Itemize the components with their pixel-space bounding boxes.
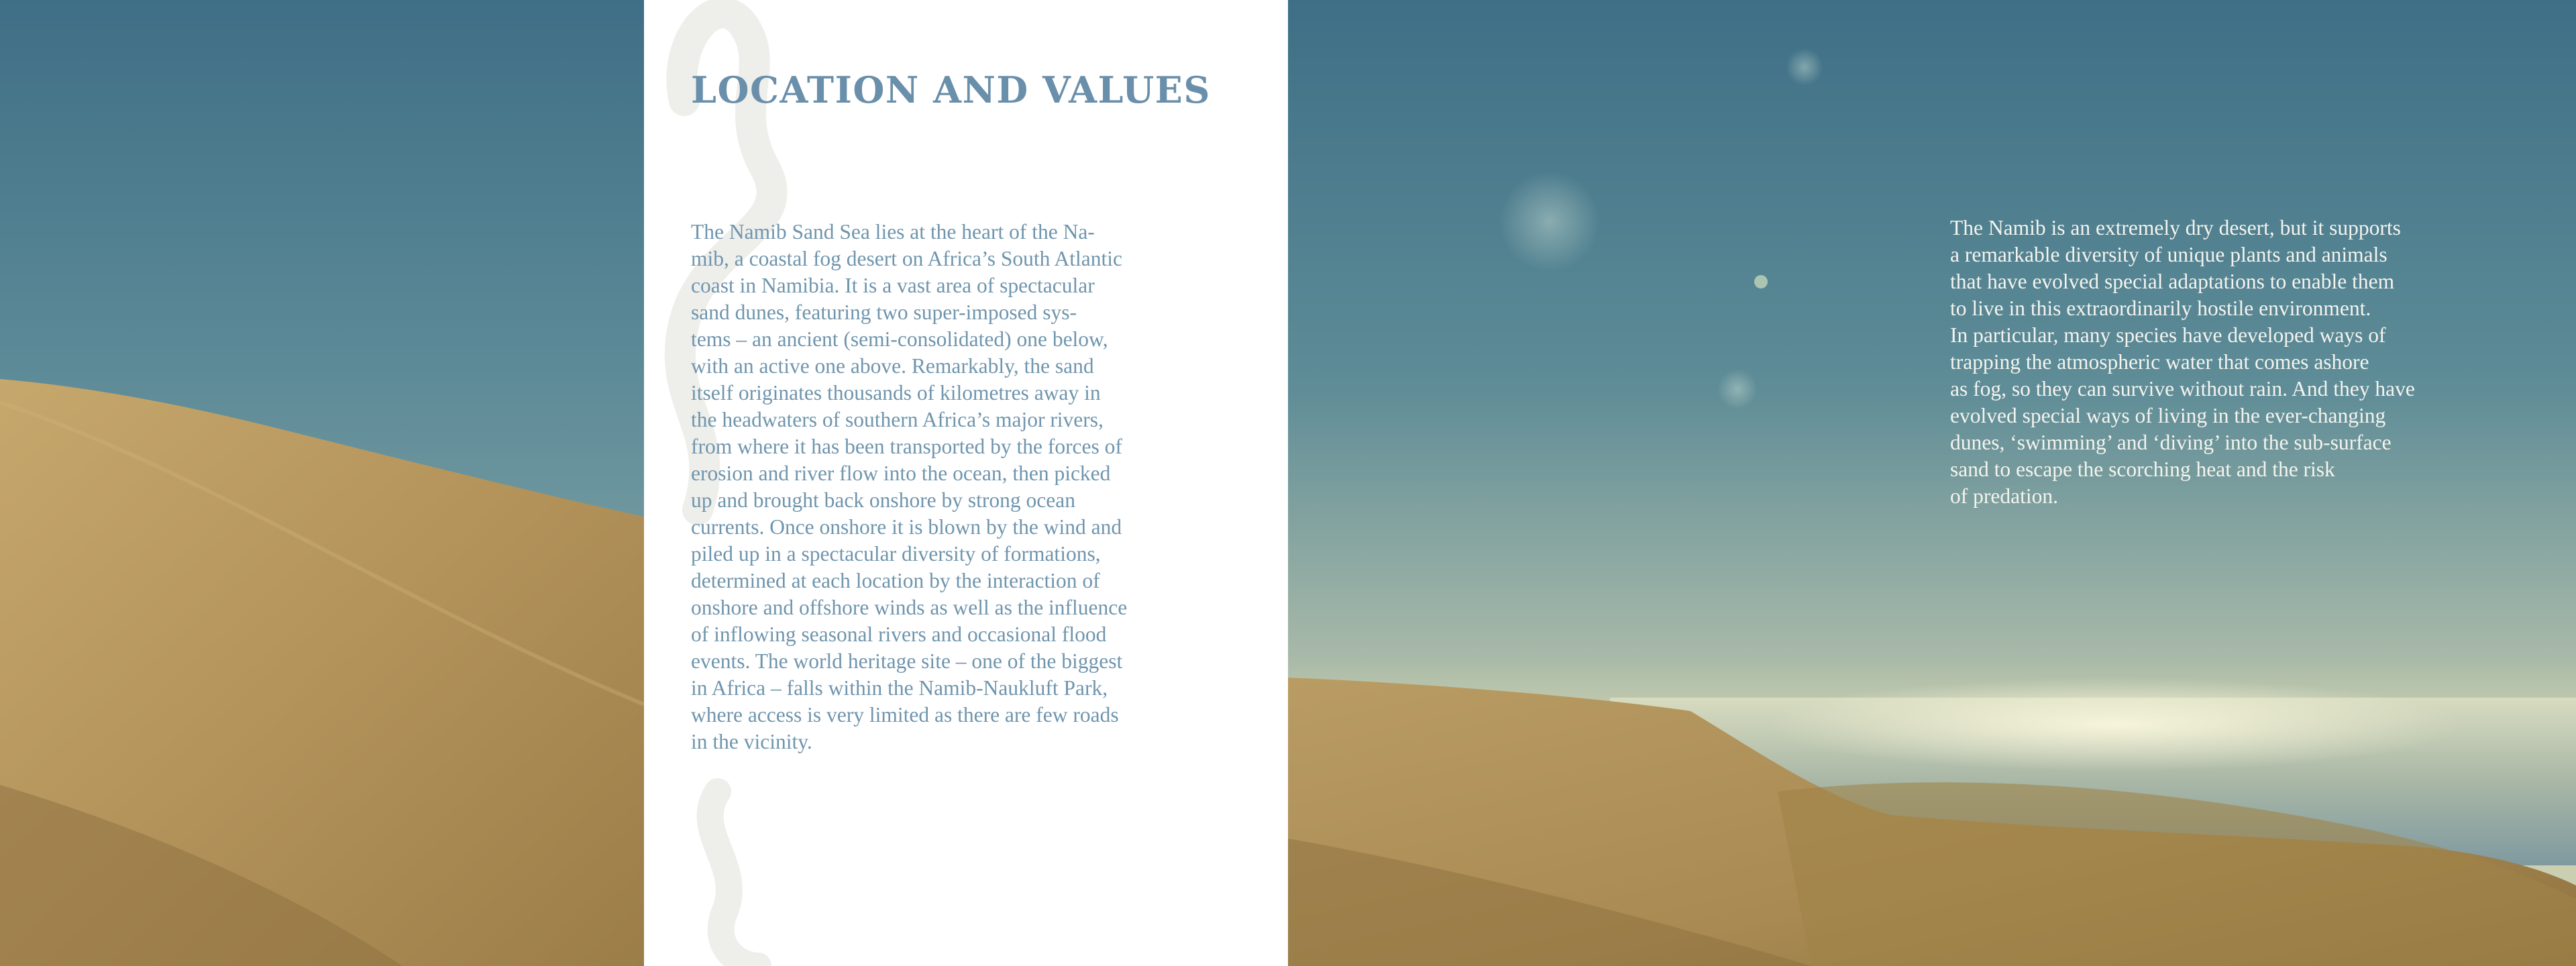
text-panel bbox=[644, 0, 1288, 966]
location-paragraph: The Namib Sand Sea lies at the heart of the Na- mib, a coastal fog desert on Africa’s South Atlantic coast in Namibia. It is a vast area of spectacular sand dunes, featuring two super-imposed sys- tems – an ancient (semi-consolidated) one below, with an active one above. Remarkably, the sand itself originates thousands of kilometres away in the headwaters of southern Africa’s major rivers, from where it has been transported by the forces of erosion and river flow into the ocean, then picked up and brought back onshore by strong ocean currents. Once onshore it is blown by the wind and piled up in a spectacular diversity of formations, determined at each location by the interaction of onshore and offshore winds as well as the influence of inflowing seasonal rivers and occasional flood events. The world heritage site – one of the biggest in Africa – falls within the Namib-Naukluft Park, where access is very limited as there are few roads in the vicinity. bbox=[691, 220, 1128, 753]
values-paragraph: The Namib is an extremely dry desert, but it supports a remarkable diversity of unique plants and animals that have evolved special adaptations to enable them to live in this extraordinarily hostile environment. In particular, many species have developed ways of trapping the atmospheric water that comes ashore as fog, so they can survive without rain. And they have evolved special ways of living in the ever-changing dunes, ‘swimming’ and ‘diving’ into the sub-surface sand to escape the scorching heat and the risk of predation. bbox=[1950, 216, 2415, 508]
section-heading: LOCATION AND VALUES bbox=[691, 68, 1211, 111]
